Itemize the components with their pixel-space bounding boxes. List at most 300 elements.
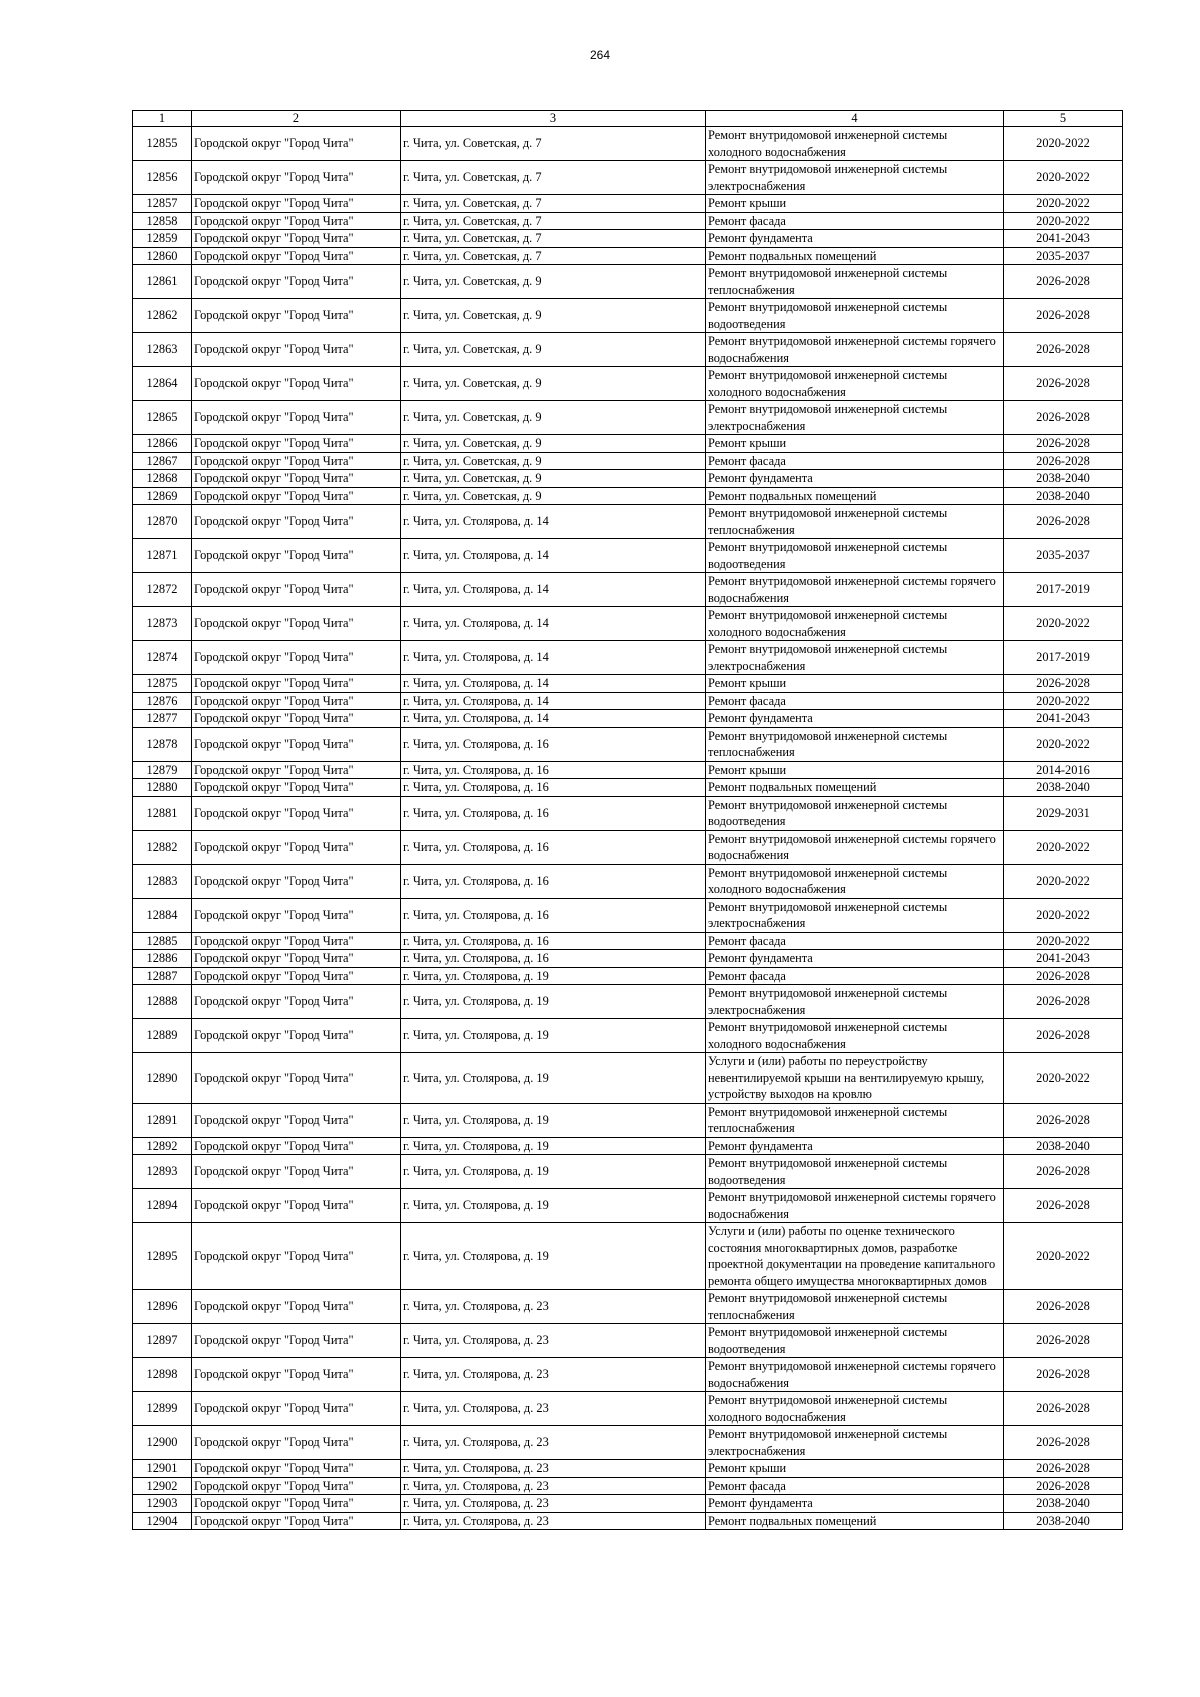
row-number-cell: 12878 bbox=[133, 727, 192, 761]
address-cell: г. Чита, ул. Советская, д. 7 bbox=[401, 127, 706, 161]
table-row bbox=[133, 299, 1123, 333]
address-cell: г. Чита, ул. Советская, д. 7 bbox=[401, 230, 706, 248]
period-cell: 2026-2028 bbox=[1004, 505, 1123, 539]
row-number-cell: 12864 bbox=[133, 367, 192, 401]
work-type-cell: Ремонт внутридомовой инженерной системы теплоснабжения bbox=[706, 727, 1004, 761]
period-cell: 2020-2022 bbox=[1004, 1223, 1123, 1290]
address-cell: г. Чита, ул. Столярова, д. 23 bbox=[401, 1512, 706, 1530]
work-type-cell: Ремонт внутридомовой инженерной системы электроснабжения bbox=[706, 985, 1004, 1019]
address-cell: г. Чита, ул. Столярова, д. 23 bbox=[401, 1477, 706, 1495]
work-type-cell: Ремонт фасада bbox=[706, 212, 1004, 230]
table-row bbox=[133, 1053, 1123, 1104]
table-row bbox=[133, 779, 1123, 797]
address-cell: г. Чита, ул. Советская, д. 9 bbox=[401, 401, 706, 435]
period-cell: 2035-2037 bbox=[1004, 539, 1123, 573]
work-type-cell: Ремонт внутридомовой инженерной системы горячего водоснабжения bbox=[706, 1189, 1004, 1223]
address-cell: г. Чита, ул. Столярова, д. 19 bbox=[401, 1053, 706, 1104]
table-row bbox=[133, 1495, 1123, 1513]
period-cell: 2038-2040 bbox=[1004, 779, 1123, 797]
row-number-cell: 12872 bbox=[133, 573, 192, 607]
row-number-cell: 12858 bbox=[133, 212, 192, 230]
period-cell: 2038-2040 bbox=[1004, 1137, 1123, 1155]
period-cell: 2026-2028 bbox=[1004, 1324, 1123, 1358]
period-cell: 2026-2028 bbox=[1004, 452, 1123, 470]
municipality-cell: Городской округ "Город Чита" bbox=[192, 367, 401, 401]
municipality-cell: Городской округ "Город Чита" bbox=[192, 1189, 401, 1223]
row-number-cell: 12871 bbox=[133, 539, 192, 573]
period-cell: 2026-2028 bbox=[1004, 1358, 1123, 1392]
municipality-cell: Городской округ "Город Чита" bbox=[192, 470, 401, 488]
municipality-cell: Городской округ "Город Чита" bbox=[192, 247, 401, 265]
address-cell: г. Чита, ул. Советская, д. 7 bbox=[401, 212, 706, 230]
address-cell: г. Чита, ул. Столярова, д. 16 bbox=[401, 898, 706, 932]
period-cell: 2026-2028 bbox=[1004, 1426, 1123, 1460]
address-cell: г. Чита, ул. Столярова, д. 19 bbox=[401, 1019, 706, 1053]
table-row bbox=[133, 1477, 1123, 1495]
work-type-cell: Ремонт внутридомовой инженерной системы холодного водоснабжения bbox=[706, 1019, 1004, 1053]
work-type-cell: Ремонт фасада bbox=[706, 452, 1004, 470]
table-row bbox=[133, 1460, 1123, 1478]
row-number-cell: 12896 bbox=[133, 1290, 192, 1324]
work-type-cell: Ремонт фундамента bbox=[706, 1495, 1004, 1513]
address-cell: г. Чита, ул. Советская, д. 9 bbox=[401, 487, 706, 505]
municipality-cell: Городской округ "Город Чита" bbox=[192, 1426, 401, 1460]
table-row bbox=[133, 573, 1123, 607]
municipality-cell: Городской округ "Город Чита" bbox=[192, 950, 401, 968]
address-cell: г. Чита, ул. Столярова, д. 19 bbox=[401, 1137, 706, 1155]
table-row bbox=[133, 367, 1123, 401]
municipality-cell: Городской округ "Город Чита" bbox=[192, 710, 401, 728]
address-cell: г. Чита, ул. Советская, д. 9 bbox=[401, 265, 706, 299]
table-row bbox=[133, 1137, 1123, 1155]
row-number-cell: 12895 bbox=[133, 1223, 192, 1290]
row-number-cell: 12866 bbox=[133, 435, 192, 453]
period-cell: 2017-2019 bbox=[1004, 573, 1123, 607]
row-number-cell: 12904 bbox=[133, 1512, 192, 1530]
address-cell: г. Чита, ул. Столярова, д. 23 bbox=[401, 1392, 706, 1426]
row-number-cell: 12869 bbox=[133, 487, 192, 505]
work-type-cell: Ремонт крыши bbox=[706, 675, 1004, 693]
row-number-cell: 12894 bbox=[133, 1189, 192, 1223]
municipality-cell: Городской округ "Город Чита" bbox=[192, 1324, 401, 1358]
work-type-cell: Ремонт внутридомовой инженерной системы водоотведения bbox=[706, 796, 1004, 830]
municipality-cell: Городской округ "Город Чита" bbox=[192, 435, 401, 453]
municipality-cell: Городской округ "Город Чита" bbox=[192, 796, 401, 830]
address-cell: г. Чита, ул. Столярова, д. 23 bbox=[401, 1495, 706, 1513]
municipality-cell: Городской округ "Город Чита" bbox=[192, 1512, 401, 1530]
row-number-cell: 12856 bbox=[133, 161, 192, 195]
period-cell: 2020-2022 bbox=[1004, 830, 1123, 864]
work-type-cell: Ремонт внутридомовой инженерной системы электроснабжения bbox=[706, 641, 1004, 675]
work-type-cell: Ремонт фундамента bbox=[706, 470, 1004, 488]
address-cell: г. Чита, ул. Столярова, д. 16 bbox=[401, 796, 706, 830]
row-number-cell: 12898 bbox=[133, 1358, 192, 1392]
address-cell: г. Чита, ул. Советская, д. 9 bbox=[401, 435, 706, 453]
work-type-cell: Ремонт внутридомовой инженерной системы холодного водоснабжения bbox=[706, 864, 1004, 898]
municipality-cell: Городской округ "Город Чита" bbox=[192, 161, 401, 195]
table-row bbox=[133, 796, 1123, 830]
table-row bbox=[133, 212, 1123, 230]
address-cell: г. Чита, ул. Столярова, д. 14 bbox=[401, 710, 706, 728]
row-number-cell: 12885 bbox=[133, 932, 192, 950]
table-row bbox=[133, 761, 1123, 779]
period-cell: 2041-2043 bbox=[1004, 230, 1123, 248]
period-cell: 2026-2028 bbox=[1004, 299, 1123, 333]
row-number-cell: 12874 bbox=[133, 641, 192, 675]
row-number-cell: 12892 bbox=[133, 1137, 192, 1155]
address-cell: г. Чита, ул. Советская, д. 9 bbox=[401, 470, 706, 488]
municipality-cell: Городской округ "Город Чита" bbox=[192, 1019, 401, 1053]
address-cell: г. Чита, ул. Столярова, д. 19 bbox=[401, 967, 706, 985]
period-cell: 2038-2040 bbox=[1004, 1495, 1123, 1513]
address-cell: г. Чита, ул. Советская, д. 9 bbox=[401, 452, 706, 470]
row-number-cell: 12903 bbox=[133, 1495, 192, 1513]
page-number: 264 bbox=[589, 48, 611, 62]
table-row bbox=[133, 1290, 1123, 1324]
row-number-cell: 12873 bbox=[133, 607, 192, 641]
row-number-cell: 12887 bbox=[133, 967, 192, 985]
municipality-cell: Городской округ "Город Чита" bbox=[192, 1290, 401, 1324]
period-cell: 2029-2031 bbox=[1004, 796, 1123, 830]
period-cell: 2026-2028 bbox=[1004, 1477, 1123, 1495]
table-row bbox=[133, 127, 1123, 161]
row-number-cell: 12899 bbox=[133, 1392, 192, 1426]
municipality-cell: Городской округ "Город Чита" bbox=[192, 1477, 401, 1495]
period-cell: 2020-2022 bbox=[1004, 727, 1123, 761]
row-number-cell: 12891 bbox=[133, 1103, 192, 1137]
period-cell: 2026-2028 bbox=[1004, 1290, 1123, 1324]
table-row bbox=[133, 470, 1123, 488]
period-cell: 2020-2022 bbox=[1004, 127, 1123, 161]
address-cell: г. Чита, ул. Советская, д. 7 bbox=[401, 247, 706, 265]
table-row bbox=[133, 985, 1123, 1019]
period-cell: 2026-2028 bbox=[1004, 675, 1123, 693]
period-cell: 2026-2028 bbox=[1004, 367, 1123, 401]
municipality-cell: Городской округ "Город Чита" bbox=[192, 230, 401, 248]
row-number-cell: 12863 bbox=[133, 333, 192, 367]
table-row bbox=[133, 401, 1123, 435]
address-cell: г. Чита, ул. Столярова, д. 14 bbox=[401, 675, 706, 693]
column-header: 3 bbox=[401, 111, 706, 127]
row-number-cell: 12865 bbox=[133, 401, 192, 435]
work-type-cell: Ремонт внутридомовой инженерной системы холодного водоснабжения bbox=[706, 127, 1004, 161]
address-cell: г. Чита, ул. Столярова, д. 23 bbox=[401, 1460, 706, 1478]
work-type-cell: Ремонт внутридомовой инженерной системы холодного водоснабжения bbox=[706, 607, 1004, 641]
row-number-cell: 12861 bbox=[133, 265, 192, 299]
work-type-cell: Ремонт внутридомовой инженерной системы электроснабжения bbox=[706, 898, 1004, 932]
table-row bbox=[133, 1155, 1123, 1189]
period-cell: 2026-2028 bbox=[1004, 1103, 1123, 1137]
period-cell: 2026-2028 bbox=[1004, 435, 1123, 453]
table-row bbox=[133, 1392, 1123, 1426]
work-type-cell: Ремонт внутридомовой инженерной системы теплоснабжения bbox=[706, 505, 1004, 539]
row-number-cell: 12859 bbox=[133, 230, 192, 248]
row-number-cell: 12883 bbox=[133, 864, 192, 898]
row-number-cell: 12900 bbox=[133, 1426, 192, 1460]
municipality-cell: Городской округ "Город Чита" bbox=[192, 864, 401, 898]
municipality-cell: Городской округ "Город Чита" bbox=[192, 573, 401, 607]
period-cell: 2017-2019 bbox=[1004, 641, 1123, 675]
municipality-cell: Городской округ "Город Чита" bbox=[192, 727, 401, 761]
period-cell: 2020-2022 bbox=[1004, 195, 1123, 213]
work-type-cell: Ремонт крыши bbox=[706, 435, 1004, 453]
municipality-cell: Городской округ "Город Чита" bbox=[192, 1460, 401, 1478]
row-number-cell: 12884 bbox=[133, 898, 192, 932]
period-cell: 2026-2028 bbox=[1004, 333, 1123, 367]
table-row bbox=[133, 607, 1123, 641]
municipality-cell: Городской округ "Город Чита" bbox=[192, 1155, 401, 1189]
table-row bbox=[133, 950, 1123, 968]
row-number-cell: 12902 bbox=[133, 1477, 192, 1495]
municipality-cell: Городской округ "Город Чита" bbox=[192, 985, 401, 1019]
row-number-cell: 12880 bbox=[133, 779, 192, 797]
municipality-cell: Городской округ "Город Чита" bbox=[192, 505, 401, 539]
table-row bbox=[133, 1019, 1123, 1053]
address-cell: г. Чита, ул. Советская, д. 7 bbox=[401, 161, 706, 195]
address-cell: г. Чита, ул. Столярова, д. 23 bbox=[401, 1426, 706, 1460]
period-cell: 2020-2022 bbox=[1004, 692, 1123, 710]
period-cell: 2026-2028 bbox=[1004, 1392, 1123, 1426]
address-cell: г. Чита, ул. Столярова, д. 14 bbox=[401, 505, 706, 539]
work-type-cell: Ремонт внутридомовой инженерной системы электроснабжения bbox=[706, 161, 1004, 195]
row-number-cell: 12876 bbox=[133, 692, 192, 710]
work-type-cell: Ремонт внутридомовой инженерной системы электроснабжения bbox=[706, 401, 1004, 435]
period-cell: 2035-2037 bbox=[1004, 247, 1123, 265]
work-type-cell: Ремонт фундамента bbox=[706, 230, 1004, 248]
table-row bbox=[133, 932, 1123, 950]
row-number-cell: 12875 bbox=[133, 675, 192, 693]
table-row bbox=[133, 247, 1123, 265]
period-cell: 2041-2043 bbox=[1004, 950, 1123, 968]
row-number-cell: 12893 bbox=[133, 1155, 192, 1189]
municipality-cell: Городской округ "Город Чита" bbox=[192, 299, 401, 333]
row-number-cell: 12882 bbox=[133, 830, 192, 864]
table-row bbox=[133, 1512, 1123, 1530]
address-cell: г. Чита, ул. Столярова, д. 16 bbox=[401, 761, 706, 779]
municipality-cell: Городской округ "Город Чита" bbox=[192, 1103, 401, 1137]
work-type-cell: Ремонт фасада bbox=[706, 692, 1004, 710]
address-cell: г. Чита, ул. Столярова, д. 16 bbox=[401, 932, 706, 950]
period-cell: 2020-2022 bbox=[1004, 864, 1123, 898]
column-number-row bbox=[133, 111, 1123, 127]
municipality-cell: Городской округ "Город Чита" bbox=[192, 1053, 401, 1104]
work-type-cell: Ремонт фасада bbox=[706, 1477, 1004, 1495]
column-header: 4 bbox=[706, 111, 1004, 127]
address-cell: г. Чита, ул. Столярова, д. 23 bbox=[401, 1324, 706, 1358]
work-type-cell: Ремонт внутридомовой инженерной системы горячего водоснабжения bbox=[706, 1358, 1004, 1392]
work-type-cell: Ремонт фасада bbox=[706, 967, 1004, 985]
period-cell: 2026-2028 bbox=[1004, 401, 1123, 435]
work-type-cell: Ремонт внутридомовой инженерной системы водоотведения bbox=[706, 539, 1004, 573]
work-type-cell: Ремонт фундамента bbox=[706, 1137, 1004, 1155]
municipality-cell: Городской округ "Город Чита" bbox=[192, 1358, 401, 1392]
row-number-cell: 12879 bbox=[133, 761, 192, 779]
address-cell: г. Чита, ул. Советская, д. 7 bbox=[401, 195, 706, 213]
table-row bbox=[133, 230, 1123, 248]
row-number-cell: 12855 bbox=[133, 127, 192, 161]
municipality-cell: Городской округ "Город Чита" bbox=[192, 539, 401, 573]
municipality-cell: Городской округ "Город Чита" bbox=[192, 212, 401, 230]
work-type-cell: Ремонт подвальных помещений bbox=[706, 1512, 1004, 1530]
work-type-cell: Услуги и (или) работы по оценке технического состояния многоквартирных домов, разработке проектной документации на проведение капитального ремонта общего имущества многоквартирных домов bbox=[706, 1223, 1004, 1290]
period-cell: 2014-2016 bbox=[1004, 761, 1123, 779]
municipality-cell: Городской округ "Город Чита" bbox=[192, 487, 401, 505]
period-cell: 2038-2040 bbox=[1004, 1512, 1123, 1530]
work-type-cell: Услуги и (или) работы по переустройству невентилируемой крыши на вентилируемую крышу, устройству выходов на кровлю bbox=[706, 1053, 1004, 1104]
row-number-cell: 12897 bbox=[133, 1324, 192, 1358]
work-type-cell: Ремонт внутридомовой инженерной системы теплоснабжения bbox=[706, 1103, 1004, 1137]
work-type-cell: Ремонт подвальных помещений bbox=[706, 247, 1004, 265]
table-row bbox=[133, 435, 1123, 453]
work-type-cell: Ремонт фундамента bbox=[706, 950, 1004, 968]
period-cell: 2020-2022 bbox=[1004, 212, 1123, 230]
municipality-cell: Городской округ "Город Чита" bbox=[192, 195, 401, 213]
period-cell: 2020-2022 bbox=[1004, 161, 1123, 195]
table-row bbox=[133, 1324, 1123, 1358]
table-row bbox=[133, 195, 1123, 213]
table-row bbox=[133, 967, 1123, 985]
period-cell: 2020-2022 bbox=[1004, 898, 1123, 932]
row-number-cell: 12867 bbox=[133, 452, 192, 470]
table-row bbox=[133, 452, 1123, 470]
address-cell: г. Чита, ул. Столярова, д. 14 bbox=[401, 573, 706, 607]
period-cell: 2038-2040 bbox=[1004, 470, 1123, 488]
table-row bbox=[133, 265, 1123, 299]
address-cell: г. Чита, ул. Столярова, д. 16 bbox=[401, 779, 706, 797]
table-row bbox=[133, 333, 1123, 367]
table-row bbox=[133, 710, 1123, 728]
period-cell: 2026-2028 bbox=[1004, 967, 1123, 985]
municipality-cell: Городской округ "Город Чита" bbox=[192, 641, 401, 675]
capital-repair-table bbox=[132, 110, 1123, 1530]
municipality-cell: Городской округ "Город Чита" bbox=[192, 127, 401, 161]
row-number-cell: 12886 bbox=[133, 950, 192, 968]
table-row bbox=[133, 161, 1123, 195]
address-cell: г. Чита, ул. Столярова, д. 14 bbox=[401, 641, 706, 675]
work-type-cell: Ремонт внутридомовой инженерной системы водоотведения bbox=[706, 1324, 1004, 1358]
municipality-cell: Городской округ "Город Чита" bbox=[192, 607, 401, 641]
table-row bbox=[133, 641, 1123, 675]
table-row bbox=[133, 505, 1123, 539]
address-cell: г. Чита, ул. Столярова, д. 19 bbox=[401, 1155, 706, 1189]
municipality-cell: Городской округ "Город Чита" bbox=[192, 1495, 401, 1513]
address-cell: г. Чита, ул. Столярова, д. 14 bbox=[401, 539, 706, 573]
row-number-cell: 12889 bbox=[133, 1019, 192, 1053]
work-type-cell: Ремонт внутридомовой инженерной системы холодного водоснабжения bbox=[706, 1392, 1004, 1426]
municipality-cell: Городской округ "Город Чита" bbox=[192, 932, 401, 950]
address-cell: г. Чита, ул. Столярова, д. 16 bbox=[401, 830, 706, 864]
table-row bbox=[133, 727, 1123, 761]
work-type-cell: Ремонт внутридомовой инженерной системы холодного водоснабжения bbox=[706, 367, 1004, 401]
municipality-cell: Городской округ "Город Чита" bbox=[192, 1392, 401, 1426]
row-number-cell: 12881 bbox=[133, 796, 192, 830]
row-number-cell: 12890 bbox=[133, 1053, 192, 1104]
municipality-cell: Городской округ "Город Чита" bbox=[192, 779, 401, 797]
address-cell: г. Чита, ул. Столярова, д. 23 bbox=[401, 1290, 706, 1324]
table-row bbox=[133, 487, 1123, 505]
period-cell: 2026-2028 bbox=[1004, 1155, 1123, 1189]
municipality-cell: Городской округ "Город Чита" bbox=[192, 333, 401, 367]
table-row bbox=[133, 692, 1123, 710]
row-number-cell: 12860 bbox=[133, 247, 192, 265]
row-number-cell: 12862 bbox=[133, 299, 192, 333]
table-row bbox=[133, 1189, 1123, 1223]
table-row bbox=[133, 898, 1123, 932]
table-body bbox=[133, 127, 1123, 1530]
municipality-cell: Городской округ "Город Чита" bbox=[192, 401, 401, 435]
work-type-cell: Ремонт фундамента bbox=[706, 710, 1004, 728]
row-number-cell: 12901 bbox=[133, 1460, 192, 1478]
period-cell: 2020-2022 bbox=[1004, 932, 1123, 950]
table-row bbox=[133, 539, 1123, 573]
work-type-cell: Ремонт внутридомовой инженерной системы горячего водоснабжения bbox=[706, 573, 1004, 607]
municipality-cell: Городской округ "Город Чита" bbox=[192, 675, 401, 693]
municipality-cell: Городской округ "Город Чита" bbox=[192, 967, 401, 985]
work-type-cell: Ремонт внутридомовой инженерной системы водоотведения bbox=[706, 1155, 1004, 1189]
period-cell: 2026-2028 bbox=[1004, 985, 1123, 1019]
period-cell: 2020-2022 bbox=[1004, 1053, 1123, 1104]
municipality-cell: Городской округ "Город Чита" bbox=[192, 1223, 401, 1290]
address-cell: г. Чита, ул. Столярова, д. 14 bbox=[401, 607, 706, 641]
row-number-cell: 12857 bbox=[133, 195, 192, 213]
table-row bbox=[133, 1426, 1123, 1460]
period-cell: 2041-2043 bbox=[1004, 710, 1123, 728]
municipality-cell: Городской округ "Город Чита" bbox=[192, 452, 401, 470]
address-cell: г. Чита, ул. Столярова, д. 16 bbox=[401, 864, 706, 898]
municipality-cell: Городской округ "Город Чита" bbox=[192, 830, 401, 864]
address-cell: г. Чита, ул. Столярова, д. 19 bbox=[401, 985, 706, 1019]
address-cell: г. Чита, ул. Столярова, д. 16 bbox=[401, 950, 706, 968]
address-cell: г. Чита, ул. Столярова, д. 23 bbox=[401, 1358, 706, 1392]
address-cell: г. Чита, ул. Советская, д. 9 bbox=[401, 333, 706, 367]
table-row bbox=[133, 1223, 1123, 1290]
period-cell: 2026-2028 bbox=[1004, 1460, 1123, 1478]
work-type-cell: Ремонт внутридомовой инженерной системы горячего водоснабжения bbox=[706, 333, 1004, 367]
row-number-cell: 12877 bbox=[133, 710, 192, 728]
period-cell: 2026-2028 bbox=[1004, 1019, 1123, 1053]
work-type-cell: Ремонт внутридомовой инженерной системы теплоснабжения bbox=[706, 265, 1004, 299]
period-cell: 2026-2028 bbox=[1004, 1189, 1123, 1223]
work-type-cell: Ремонт фасада bbox=[706, 932, 1004, 950]
table-row bbox=[133, 675, 1123, 693]
period-cell: 2026-2028 bbox=[1004, 265, 1123, 299]
municipality-cell: Городской округ "Город Чита" bbox=[192, 898, 401, 932]
period-cell: 2020-2022 bbox=[1004, 607, 1123, 641]
table-row bbox=[133, 864, 1123, 898]
work-type-cell: Ремонт подвальных помещений bbox=[706, 487, 1004, 505]
municipality-cell: Городской округ "Город Чита" bbox=[192, 265, 401, 299]
work-type-cell: Ремонт внутридомовой инженерной системы водоотведения bbox=[706, 299, 1004, 333]
address-cell: г. Чита, ул. Столярова, д. 19 bbox=[401, 1189, 706, 1223]
column-header: 5 bbox=[1004, 111, 1123, 127]
row-number-cell: 12868 bbox=[133, 470, 192, 488]
work-type-cell: Ремонт крыши bbox=[706, 761, 1004, 779]
table-row bbox=[133, 830, 1123, 864]
row-number-cell: 12870 bbox=[133, 505, 192, 539]
address-cell: г. Чита, ул. Советская, д. 9 bbox=[401, 367, 706, 401]
address-cell: г. Чита, ул. Советская, д. 9 bbox=[401, 299, 706, 333]
table-row bbox=[133, 1103, 1123, 1137]
work-type-cell: Ремонт крыши bbox=[706, 195, 1004, 213]
municipality-cell: Городской округ "Город Чита" bbox=[192, 1137, 401, 1155]
period-cell: 2038-2040 bbox=[1004, 487, 1123, 505]
work-type-cell: Ремонт подвальных помещений bbox=[706, 779, 1004, 797]
address-cell: г. Чита, ул. Столярова, д. 14 bbox=[401, 692, 706, 710]
address-cell: г. Чита, ул. Столярова, д. 16 bbox=[401, 727, 706, 761]
work-type-cell: Ремонт крыши bbox=[706, 1460, 1004, 1478]
municipality-cell: Городской округ "Город Чита" bbox=[192, 761, 401, 779]
work-type-cell: Ремонт внутридомовой инженерной системы теплоснабжения bbox=[706, 1290, 1004, 1324]
